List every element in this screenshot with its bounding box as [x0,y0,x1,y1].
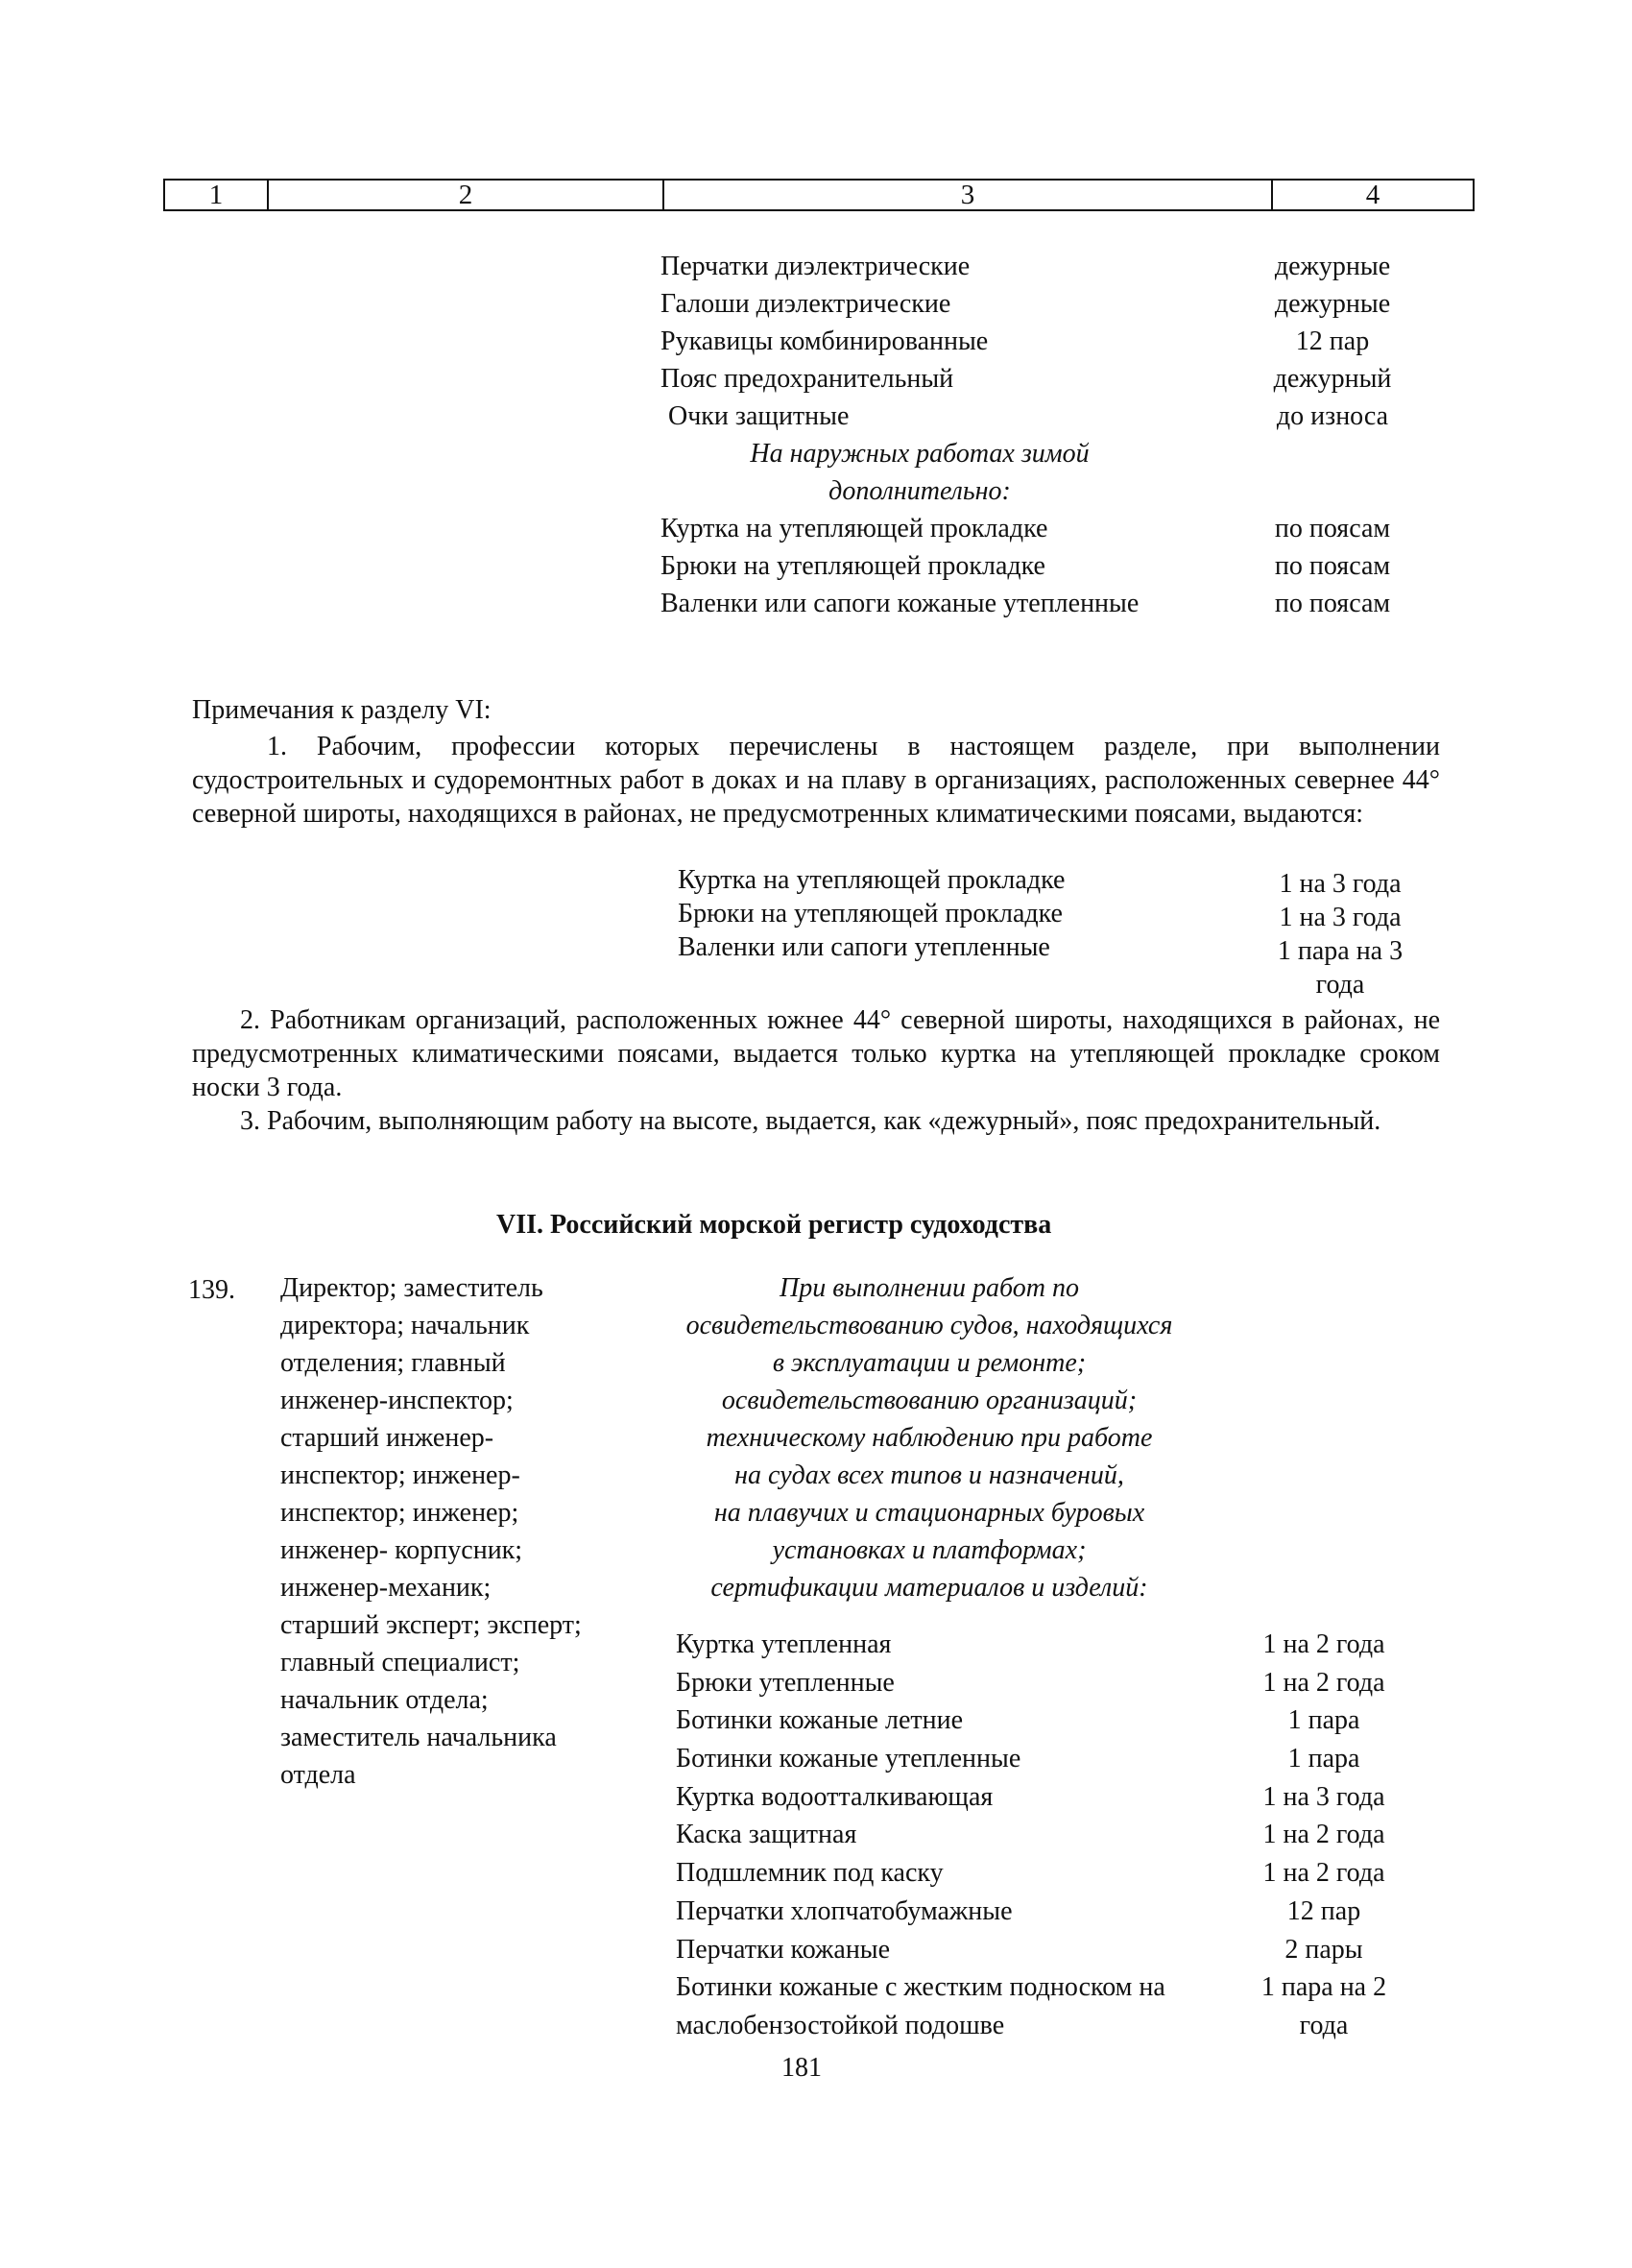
note-1: 1. Рабочим, профессии которых перечислены в настоящем разделе, при выполнении судостроительных и судоремонтных работ в доках и на плаву в организациях, расположенных севернее 44° северной широты, находящихся в районах, не предусмотренных климатическими поясами, выдаются: [192,732,1440,829]
item-name: Перчатки диэлектрические [660,252,971,281]
list-item [660,366,1467,403]
position-line: старший эксперт; эксперт; [280,1610,582,1640]
position-line: инспектор; инженер- [280,1460,520,1490]
section-title: VII. Российский морской регистр судоходства [496,1210,1052,1240]
position-line: инженер- корпусник; [280,1535,523,1565]
list-item [678,934,1446,1001]
position-line: инженер-инспектор; [280,1386,514,1415]
item-name: Ботинки кожаные с жестким подноском на маслобензостойкой подошве [676,1972,1165,2040]
item-qty: 1 на 3 года [1279,903,1402,932]
condition-line: техническому наблюдению при работе [706,1423,1153,1453]
item-name: Пояс предохранительный [660,364,954,394]
list-item [676,1968,1463,2045]
item-qty: дежурные [1274,252,1391,281]
note-2: 2. Работникам организаций, расположенных южнее 44° северной широты, находящихся в районах, не предусмотренных климатическими поясами, выдается только куртка на утепляющей прокладке сроком носки 3 года. [192,1005,1440,1102]
item-qty: до износа [1276,401,1389,431]
list-item [676,1740,1463,1778]
item-qty: 2 пары [1284,1934,1363,1965]
list-item [676,1816,1463,1854]
notes-title: Примечания к разделу VI: [192,695,492,725]
list-item [660,291,1467,328]
item-name: Очки защитные [668,401,850,431]
item-name: Валенки или сапоги утепленные [678,932,1050,962]
item-qty: дежурные [1274,289,1391,319]
section7-items-list [676,1626,1463,2045]
winter-subheading [660,441,1467,478]
subheading-line: дополнительно: [828,476,1011,506]
item-name: Рукавицы комбинированные [660,326,989,356]
position-line: старший инженер- [280,1423,494,1453]
item-name: Куртка на утепляющей прокладке [660,514,1048,543]
condition-line: освидетельствованию судов, находящихся [685,1311,1173,1340]
list-item [660,403,1467,441]
item-name: Ботинки кожаные летние [676,1705,964,1736]
list-item [660,553,1467,591]
item-qty: 1 на 2 года [1262,1629,1385,1659]
list-item [676,1778,1463,1817]
condition-line: на плавучих и стационарных буровых [713,1498,1145,1528]
position-line: заместитель начальника [280,1723,557,1752]
list-item [660,516,1467,553]
item-qty: 1 пара на 2 года [1260,1972,1387,2040]
column-header-1: 1 [163,179,269,211]
item-qty: 1 на 3 года [1262,1781,1385,1812]
item-name: Перчатки хлопчатобумажные [676,1895,1013,1926]
list-item [676,1626,1463,1664]
position-line: главный специалист; [280,1648,520,1677]
row-number: 139. [188,1275,235,1305]
position-line: инженер-механик; [280,1573,492,1603]
item-qty: 1 на 2 года [1262,1820,1385,1850]
list-item [676,1701,1463,1740]
list-item [676,1664,1463,1702]
item-name: Каска защитная [676,1820,857,1850]
item-qty: 1 на 2 года [1262,1858,1385,1889]
condition-line: При выполнении работ по [780,1273,1079,1303]
item-qty: 1 на 3 года [1279,869,1402,899]
item-qty: 12 пар [1286,1895,1361,1926]
item-name: Валенки или сапоги кожаные утепленные [660,589,1140,618]
column-header-3: 3 [662,179,1273,211]
winter-subheading [660,478,1467,516]
list-item [678,901,1446,934]
item-name: Куртка на утепляющей прокладке [678,865,1066,895]
item-name: Ботинки кожаные утепленные [676,1744,1021,1774]
position-line: директора; начальник [280,1311,530,1340]
item-qty: дежурный [1273,364,1392,394]
list-item [676,1893,1463,1931]
column-header-2: 2 [267,179,664,211]
item-name: Перчатки кожаные [676,1934,891,1965]
item-name: Галоши диэлектрические [660,289,951,319]
item-qty: 1 пара на 3 года [1277,936,1404,1000]
condition-line: сертификации материалов и изделий: [710,1573,1148,1603]
item-qty: по поясам [1274,551,1391,581]
note-3: 3. Рабочим, выполняющим работу на высоте, выдается, как «дежурный», пояс предохранительный. [240,1106,1381,1136]
condition-line: освидетельствованию организаций; [721,1386,1138,1415]
subheading-line: На наружных работах зимой [750,439,1090,469]
upper-equipment-list [660,253,1467,628]
item-qty: 1 пара [1287,1705,1360,1736]
condition-line: установках и платформах; [772,1535,1087,1565]
item-qty: по поясам [1274,514,1391,543]
list-item [660,328,1467,366]
position-line: начальник отдела; [280,1685,489,1715]
condition-line: на судах всех типов и назначений, [734,1460,1124,1490]
item-name: Подшлемник под каску [676,1858,944,1889]
position-line: Директор; заместитель [280,1273,543,1303]
item-name: Брюки утепленные [676,1667,895,1698]
conditions-column [660,1269,1198,1606]
item-qty: 1 на 2 года [1262,1667,1385,1698]
item-qty: 1 пара [1287,1744,1360,1774]
list-item [660,253,1467,291]
item-qty: 12 пар [1295,326,1370,356]
condition-line: в эксплуатации и ремонте; [772,1348,1087,1378]
list-item [676,1854,1463,1893]
column-header-4: 4 [1271,179,1475,211]
list-item [676,1931,1463,1969]
item-name: Брюки на утепляющей прокладке [678,899,1063,929]
item-name: Куртка утепленная [676,1629,892,1659]
note-1-list [678,867,1446,1001]
item-name: Куртка водоотталкивающая [676,1781,994,1812]
list-item [678,867,1446,901]
position-line: отдела [280,1760,356,1790]
position-line: отделения; главный [280,1348,506,1378]
list-item [660,591,1467,628]
position-line: инспектор; инженер; [280,1498,519,1528]
item-qty: по поясам [1274,589,1391,618]
item-name: Брюки на утепляющей прокладке [660,551,1045,581]
page-number: 181 [781,2053,822,2083]
positions-column [280,1269,582,1794]
